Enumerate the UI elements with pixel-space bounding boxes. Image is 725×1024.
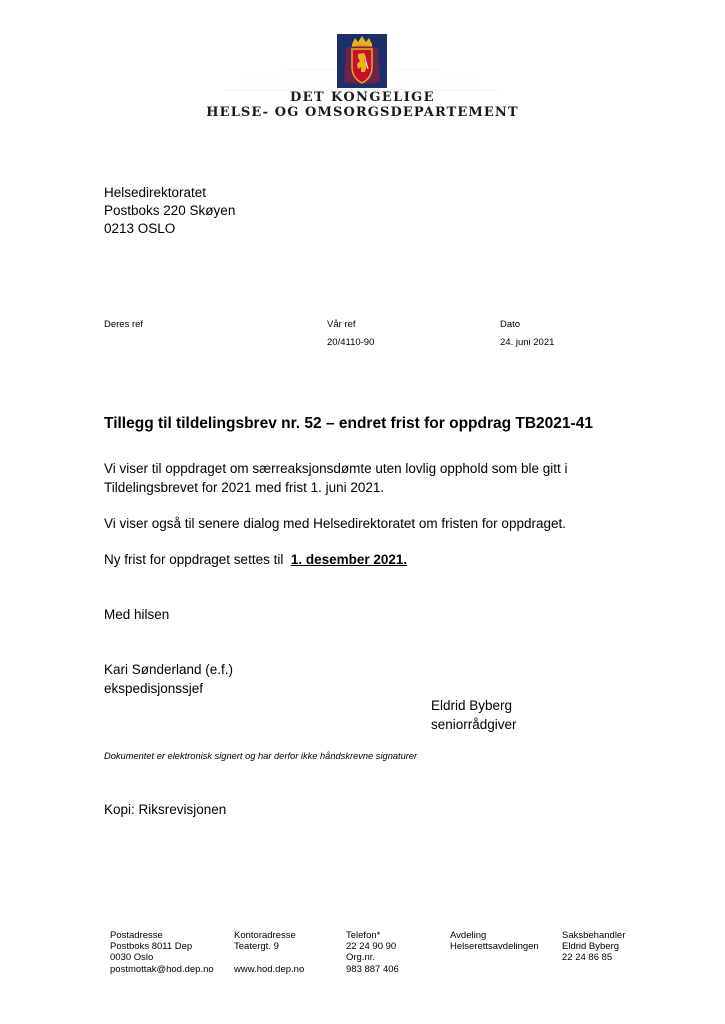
footer-office-line2 <box>234 952 304 963</box>
paragraph-2: Vi viser også til senere dialog med Helsedirektoratet om fristen for oppdraget. <box>104 516 566 531</box>
letterhead <box>0 30 725 130</box>
footer-case-officer <box>562 930 625 964</box>
date-label: Dato <box>500 319 521 330</box>
signer-2-title: seniorrådgiver <box>431 716 517 732</box>
footer-email[interactable]: postmottak@hod.dep.no <box>110 963 214 975</box>
footer-orgnr-label: Org.nr. <box>346 952 376 964</box>
paragraph-1 <box>104 460 644 497</box>
footer-website[interactable]: www.hod.dep.no <box>234 963 305 975</box>
new-deadline: 1. desember 2021. <box>290 552 408 567</box>
royal-coat-of-arms-icon <box>337 34 387 88</box>
footer-postal-address <box>110 930 214 975</box>
signer-1-name: Kari Sønderland (e.f.) <box>104 662 234 677</box>
department-name-line1: DET KONGELIGE <box>290 90 435 105</box>
signer-2 <box>431 697 631 734</box>
footer-case-officer-label: Saksbehandler <box>562 930 626 941</box>
footer-office-line1: Teatergt. 9 <box>234 941 279 953</box>
signer-1 <box>104 661 644 698</box>
footer-phone-number: 22 24 90 90 <box>346 941 397 953</box>
closing-greeting: Med hilsen <box>104 607 170 622</box>
signer-2-name: Eldrid Byberg <box>431 698 513 713</box>
department-name-line2: HELSE- OG OMSORGSDEPARTEMENT <box>206 105 519 120</box>
footer-phone <box>346 930 399 975</box>
recipient-address-line2: 0213 OSLO <box>104 221 176 236</box>
signer-1-title: ekspedisjonssjef <box>104 680 204 696</box>
letter-title: Tillegg til tildelingsbrev nr. 52 – endret frist for oppdrag TB2021-41 <box>104 415 593 432</box>
footer-department-value: Helserettsavdelingen <box>450 941 539 953</box>
our-ref-value: 20/4110-90 <box>327 337 375 348</box>
footer-phone-label: Telefon* <box>346 930 381 941</box>
footer-office-label: Kontoradresse <box>234 930 296 941</box>
paragraph-1-line2: Tildelingsbrevet for 2021 med frist 1. juni 2021. <box>104 479 385 495</box>
our-ref-label: Vår ref <box>327 319 356 330</box>
footer-postal-label: Postadresse <box>110 930 163 941</box>
paragraph-1-line1: Vi viser til oppdraget om særreaksjonsdømte uten lovlig opphold som ble gitt i <box>104 461 568 476</box>
recipient-address <box>104 184 235 238</box>
copy-recipient: Kopi: Riksrevisjonen <box>104 802 227 817</box>
recipient-address-line1: Postboks 220 Skøyen <box>104 203 236 218</box>
footer-postal-line1: Postboks 8011 Dep <box>110 941 193 953</box>
deadline-intro: Ny frist for oppdraget settes til <box>104 552 284 567</box>
footer-department <box>450 930 539 952</box>
footer-office-address <box>234 930 304 975</box>
paragraph-3 <box>104 551 644 570</box>
recipient-name: Helsedirektoratet <box>104 185 207 200</box>
footer-orgnr-value: 983 887 406 <box>346 963 399 975</box>
footer-case-officer-phone: 22 24 86 85 <box>562 952 613 964</box>
footer-postal-line2: 0030 Oslo <box>110 952 154 964</box>
electronic-signature-note: Dokumentet er elektronisk signert og har derfor ikke håndskrevne signaturer <box>104 751 418 761</box>
their-ref-label: Deres ref <box>104 319 144 330</box>
footer-case-officer-name: Eldrid Byberg <box>562 941 620 953</box>
date-value: 24. juni 2021 <box>500 337 555 348</box>
footer-department-label: Avdeling <box>450 930 487 941</box>
